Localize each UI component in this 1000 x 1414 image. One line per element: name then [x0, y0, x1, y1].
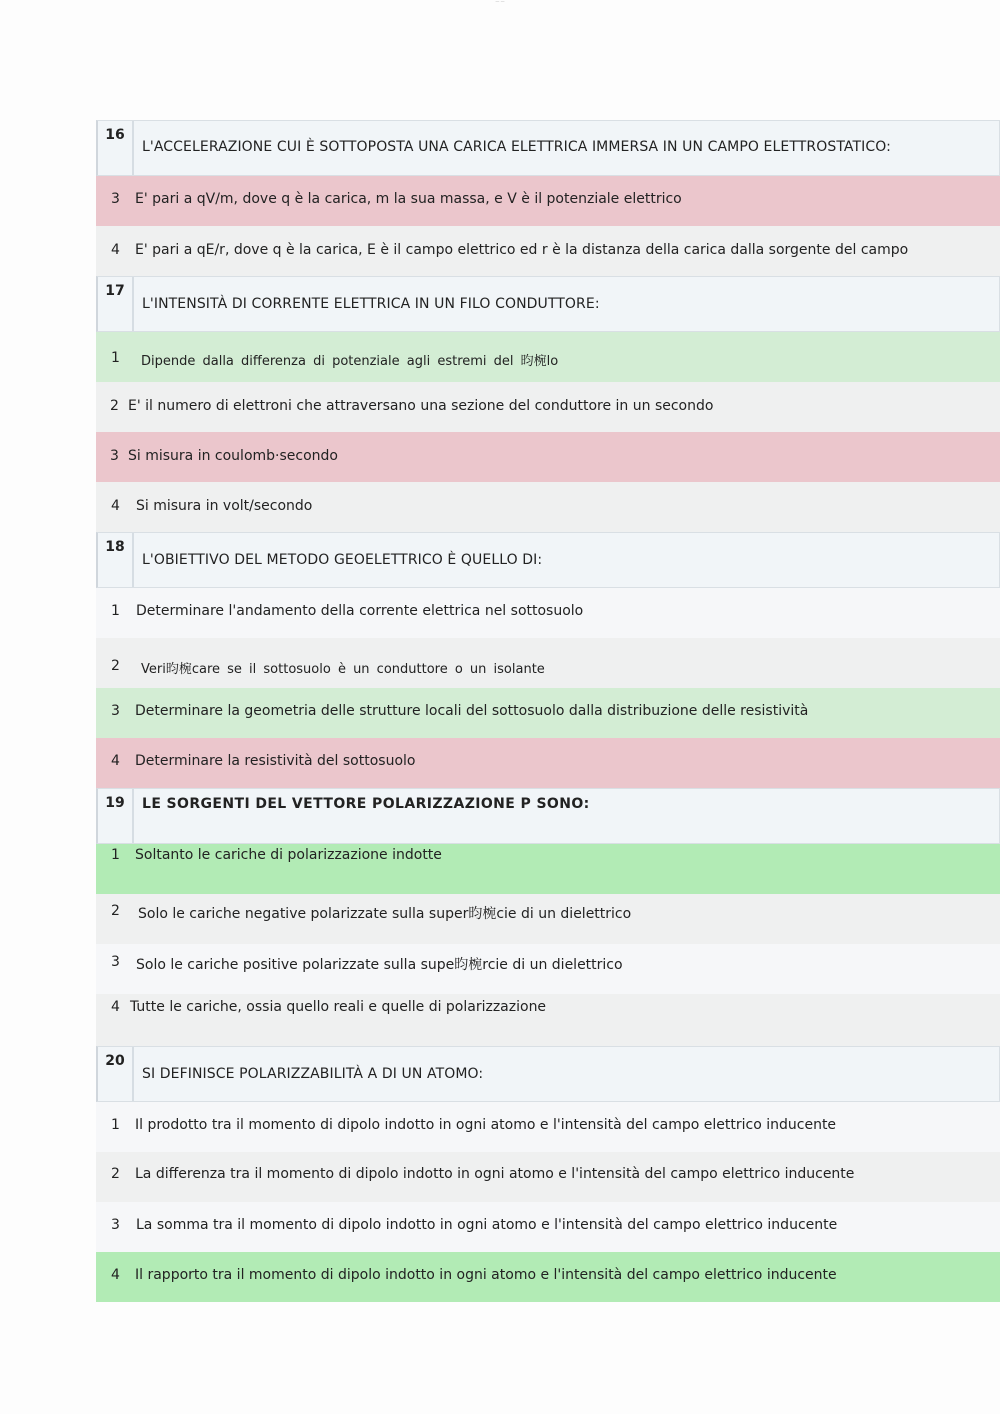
question-text: L'OBIETTIVO DEL METODO GEOELETTRICO È QUELLO DI:: [142, 552, 543, 568]
answer-row[interactable]: [96, 482, 1000, 532]
answer-row[interactable]: [96, 688, 1000, 738]
answer-number: 2: [111, 1166, 120, 1182]
answer-text: Determinare l'andamento della corrente elettrica nel sottosuolo: [136, 603, 584, 619]
answer-text: Si misura in volt/secondo: [136, 498, 313, 514]
answer-row[interactable]: [96, 176, 1000, 226]
question-number: 20: [98, 1047, 134, 1101]
answer-number: 4: [111, 242, 120, 258]
answer-row[interactable]: [96, 944, 1000, 994]
answer-number: 4: [111, 1267, 120, 1283]
answer-text: Solo le cariche positive polarizzate sulla supe昀椀rcie di un dielettrico: [136, 957, 623, 973]
question-text: L'ACCELERAZIONE CUI È SOTTOPOSTA UNA CARICA ELETTRICA IMMERSA IN UN CAMPO ELETTROSTATICO:: [142, 139, 891, 155]
answer-text: La differenza tra il momento di dipolo indotto in ogni atomo e l'intensità del campo elettrico inducente: [135, 1166, 855, 1182]
answer-row[interactable]: [96, 332, 1000, 382]
answer-row[interactable]: [96, 226, 1000, 276]
answer-number: 1: [111, 603, 120, 619]
question-number: 16: [98, 121, 134, 175]
answer-number: 2: [111, 658, 120, 674]
answer-text: Solo le cariche negative polarizzate sulla super昀椀cie di un dielettrico: [138, 906, 632, 922]
question-number: 18: [98, 533, 134, 587]
answer-row[interactable]: [96, 1152, 1000, 1202]
answer-number: 2: [111, 903, 120, 919]
answer-text: Soltanto le cariche di polarizzazione indotte: [135, 847, 442, 863]
quiz-sheet: [96, 120, 1000, 1302]
answer-text: La somma tra il momento di dipolo indotto in ogni atomo e l'intensità del campo elettrico inducente: [136, 1217, 838, 1233]
question-number: 19: [98, 789, 134, 843]
answer-text: E' il numero di elettroni che attraversano una sezione del conduttore in un secondo: [128, 398, 714, 414]
answer-text: Si misura in coulomb·secondo: [128, 448, 338, 464]
answer-text: E' pari a qV/m, dove q è la carica, m la sua massa, e V è il potenziale elettrico: [135, 191, 682, 207]
answer-row[interactable]: [96, 1252, 1000, 1302]
answer-row[interactable]: [96, 432, 1000, 482]
answer-row[interactable]: [96, 894, 1000, 944]
answer-number: 1: [111, 847, 120, 863]
answer-row[interactable]: [96, 588, 1000, 638]
answer-text: Il rapporto tra il momento di dipolo indotto in ogni atomo e l'intensità del campo elettrico inducente: [135, 1267, 837, 1283]
answer-number: 2: [110, 398, 119, 414]
answer-number: 4: [111, 999, 120, 1015]
answer-number: 3: [111, 191, 120, 207]
answer-text: Dipende dalla differenza di potenziale agli estremi del 昀椀lo: [141, 354, 559, 369]
answer-number: 3: [111, 954, 120, 970]
answer-text: Determinare la geometria delle strutture locali del sottosuolo dalla distribuzione delle resistività: [135, 703, 809, 719]
question-text: SI DEFINISCE POLARIZZABILITÀ A DI UN ATOMO:: [142, 1066, 484, 1082]
answer-text: Determinare la resistività del sottosuolo: [135, 753, 416, 769]
answer-row[interactable]: [96, 994, 1000, 1046]
answer-number: 4: [111, 753, 120, 769]
answer-number: 3: [111, 703, 120, 719]
answer-number: 4: [111, 498, 120, 514]
question-number: 17: [98, 277, 134, 331]
page-header-mark: — —: [495, 0, 505, 4]
answer-text: Il prodotto tra il momento di dipolo indotto in ogni atomo e l'intensità del campo elettrico inducente: [135, 1117, 837, 1133]
answer-text: E' pari a qE/r, dove q è la carica, E è il campo elettrico ed r è la distanza della carica dalla sorgente del campo: [135, 242, 909, 258]
answer-row[interactable]: [96, 738, 1000, 788]
question-row: [96, 532, 1000, 588]
answer-row[interactable]: [96, 844, 1000, 894]
answer-text: Veri昀椀care se il sottosuolo è un conduttore o un isolante: [141, 662, 545, 677]
answer-number: 1: [111, 1117, 120, 1133]
answer-number: 1: [111, 350, 120, 366]
answer-row[interactable]: [96, 1202, 1000, 1252]
answer-row[interactable]: [96, 1102, 1000, 1152]
question-text: L'INTENSITÀ DI CORRENTE ELETTRICA IN UN FILO CONDUTTORE:: [142, 296, 600, 312]
answer-text: Tutte le cariche, ossia quello reali e quelle di polarizzazione: [130, 999, 547, 1015]
question-row: [96, 276, 1000, 332]
question-text: LE SORGENTI DEL VETTORE POLARIZZAZIONE P SONO:: [142, 796, 590, 812]
answer-number: 3: [110, 448, 119, 464]
answer-row[interactable]: [96, 638, 1000, 688]
answer-row[interactable]: [96, 382, 1000, 432]
question-row: [96, 788, 1000, 844]
answer-number: 3: [111, 1217, 120, 1233]
question-row: [96, 1046, 1000, 1102]
question-row: [96, 120, 1000, 176]
